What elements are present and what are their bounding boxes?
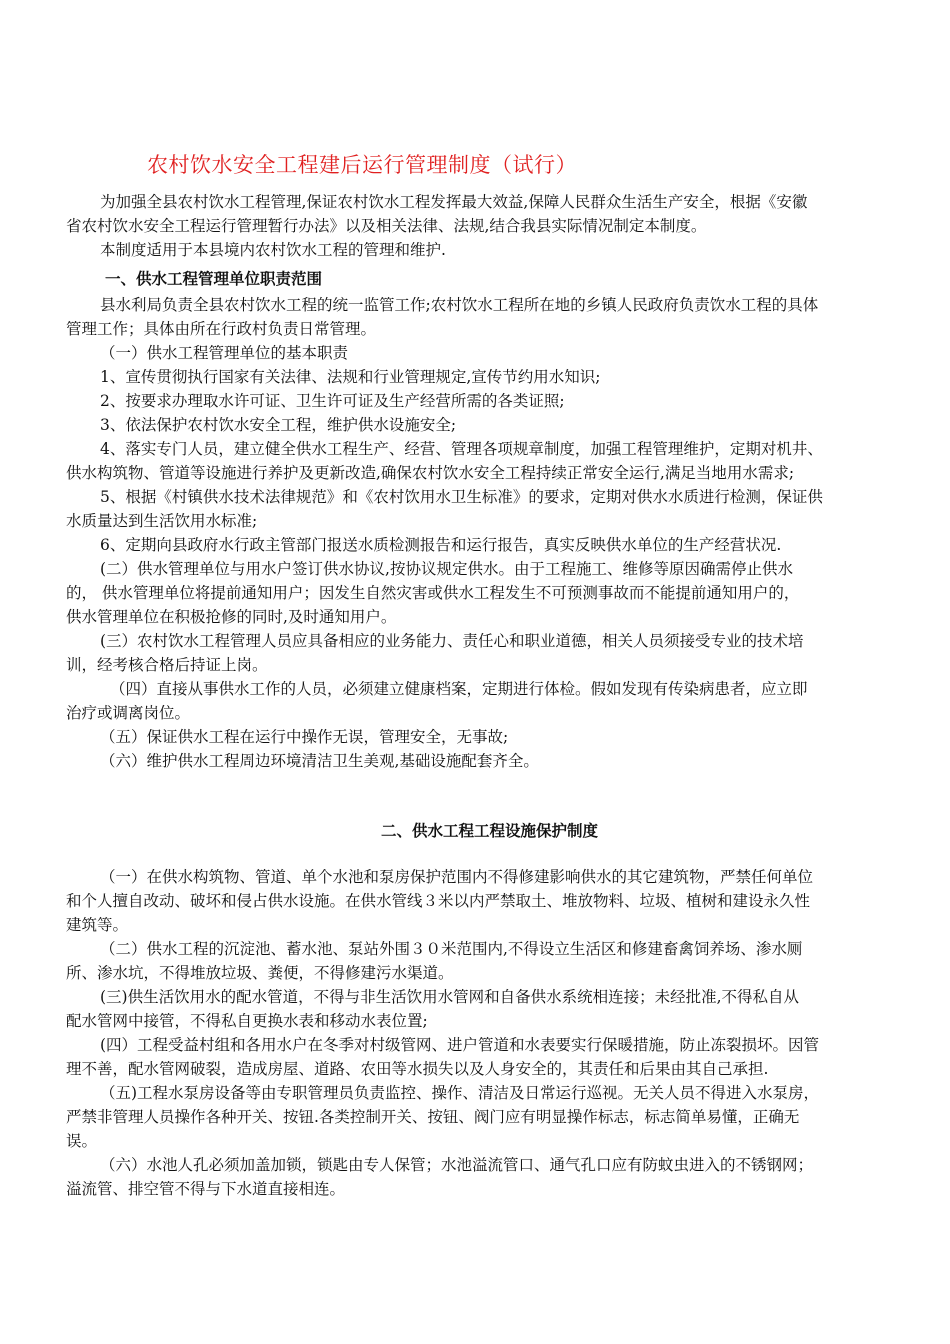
paragraph-line: (四）工程受益村组和各用水户在冬季对村级管网、进户管道和水表要实行保暖措施，防止冻裂损坏。因管 xyxy=(100,1036,820,1054)
paragraph-line: 6、定期向县政府水行政主管部门报送水质检测报告和运行报告，真实反映供水单位的生产经营状况. xyxy=(100,536,782,554)
paragraph-line: 治疗或调离岗位。 xyxy=(66,704,191,722)
paragraph-line: 4、落实专门人员，建立健全供水工程生产、经营、管理各项规章制度，加强工程管理维护，定期对机井、 xyxy=(100,440,823,458)
paragraph-line: （二）供水工程的沉淀池、蓄水池、泵站外围３０米范围内,不得设立生活区和修建畜禽饲养场、渗水厕 xyxy=(100,940,803,958)
section-heading-1: 一、供水工程管理单位职责范围 xyxy=(105,270,323,288)
paragraph-line: （五)工程水泵房设备等由专职管理员负责监控、操作、清洁及日常运行巡视。无关人员不得进入水泵房， xyxy=(100,1084,820,1102)
paragraph-line: 理不善，配水管网破裂，造成房屋、道路、农田等水损失以及人身安全的，其责任和后果由其自己承担. xyxy=(66,1060,769,1078)
paragraph-line: (三)供生活饮用水的配水管道，不得与非生活饮用水管网和自备供水系统相连接；未经批准,不得私自从 xyxy=(100,988,800,1006)
paragraph-line: 和个人擅自改动、破坏和侵占供水设施。在供水管线３米以内严禁取土、堆放物料、垃圾、植树和建设永久性 xyxy=(66,892,811,910)
paragraph-line: 本制度适用于本县境内农村饮水工程的管理和维护. xyxy=(100,241,446,259)
paragraph-line: 溢流管、排空管不得与下水道直接相连。 xyxy=(66,1180,346,1198)
paragraph-line: 2、按要求办理取水许可证、卫生许可证及生产经营所需的各类证照; xyxy=(100,392,565,410)
document-title: 农村饮水安全工程建后运行管理制度（试行） xyxy=(147,153,577,177)
paragraph-line: (二）供水管理单位与用水户签订供水协议,按协议规定供水。由于工程施工、维修等原因确需停止供水 xyxy=(100,560,793,578)
section-heading-2: 二、供水工程工程设施保护制度 xyxy=(381,822,599,840)
section-1-body xyxy=(66,293,881,773)
paragraph-line: 训，经考核合格后持证上岗。 xyxy=(66,656,268,674)
paragraph-line: （一）在供水构筑物、管道、单个水池和泵房保护范围内不得修建影响供水的其它建筑物，严禁任何单位 xyxy=(100,868,814,886)
paragraph-line: 严禁非管理人员操作各种开关、按钮.各类控制开关、按钮、阀门应有明显操作标志，标志简单易懂，正确无 xyxy=(66,1108,800,1126)
paragraph-line: 配水管网中接管，不得私自更换水表和移动水表位置; xyxy=(66,1012,428,1030)
paragraph-line: 为加强全县农村饮水工程管理,保证农村饮水工程发挥最大效益,保障人民群众生活生产安全，根据《安徽 xyxy=(100,193,808,211)
paragraph-line: （六）维护供水工程周边环境清洁卫生美观,基础设施配套齐全。 xyxy=(100,752,539,770)
paragraph-line: 5、根据《村镇供水技术法律规范》和《农村饮用水卫生标准》的要求，定期对供水水质进行检测，保证供 xyxy=(100,488,823,506)
paragraph-line: （一）供水工程管理单位的基本职责 xyxy=(100,344,349,362)
paragraph-line: 供水构筑物、管道等设施进行养护及更新改造,确保农村饮水安全工程持续正常安全运行,满足当地用水需求; xyxy=(66,464,795,482)
paragraph-line: （四）直接从事供水工作的人员，必须建立健康档案，定期进行体检。假如发现有传染病患者，应立即 xyxy=(110,680,808,698)
paragraph-line: 省农村饮水安全工程运行管理暂行办法》以及相关法律、法规,结合我县实际情况制定本制度。 xyxy=(66,217,707,235)
paragraph-line: 管理工作；具体由所在行政村负责日常管理。 xyxy=(66,320,377,338)
paragraph-line: 的， 供水管理单位将提前通知用户；因发生自然灾害或供水工程发生不可预测事故而不能提前通知用户的， xyxy=(66,584,800,602)
paragraph-line: （六）水池人孔必须加盖加锁，锁匙由专人保管；水池溢流管口、通气孔口应有防蚊虫进入的不锈钢网； xyxy=(100,1156,814,1174)
paragraph-line: 误。 xyxy=(66,1132,98,1150)
paragraph-line: 1、宣传贯彻执行国家有关法律、法规和行业管理规定,宣传节约用水知识; xyxy=(100,368,601,386)
section-2-body xyxy=(66,865,881,1201)
paragraph-line: (三）农村饮水工程管理人员应具备相应的业务能力、责任心和职业道德，相关人员须接受专业的技术培 xyxy=(100,632,804,650)
paragraph-line: 3、依法保护农村饮水安全工程，维护供水设施安全; xyxy=(100,416,457,434)
intro-paragraphs xyxy=(66,190,881,262)
paragraph-line: 水质量达到生活饮用水标准; xyxy=(66,512,258,530)
paragraph-line: （五）保证供水工程在运行中操作无误，管理安全，无事故; xyxy=(100,728,509,746)
paragraph-line: 所、渗水坑，不得堆放垃圾、粪便，不得修建污水渠道。 xyxy=(66,964,454,982)
paragraph-line: 县水利局负责全县农村饮水工程的统一监管工作;农村饮水工程所在地的乡镇人民政府负责饮水工程的具体 xyxy=(100,296,819,314)
paragraph-line: 供水管理单位在积极抢修的同时,及时通知用户。 xyxy=(66,608,397,626)
paragraph-line: 建筑等。 xyxy=(66,916,129,934)
